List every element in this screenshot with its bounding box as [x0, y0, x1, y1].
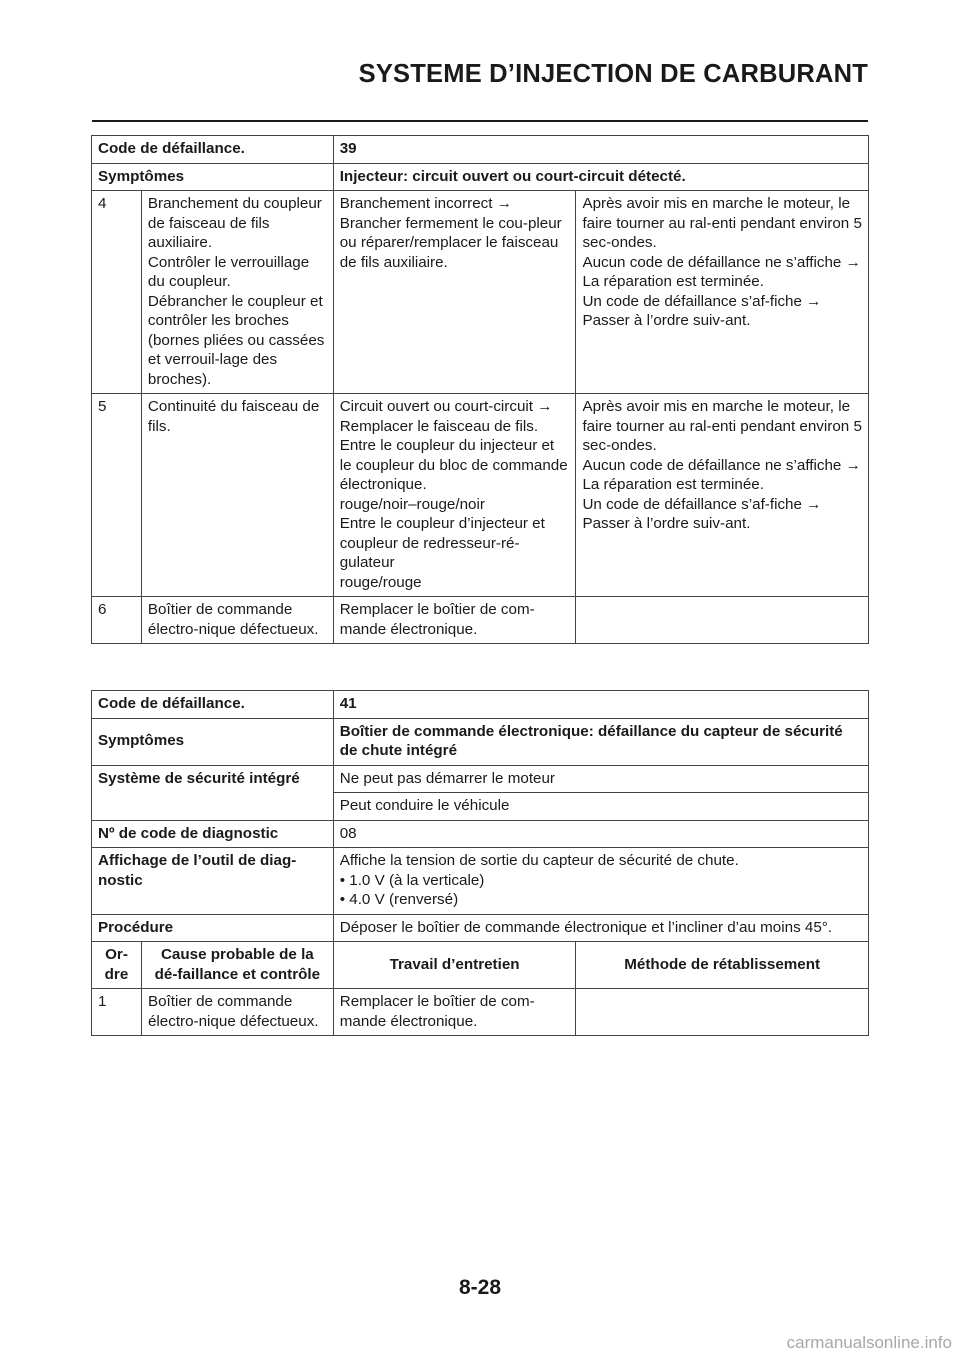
symptoms-value: Boîtier de commande électronique: défaillance du capteur de sécurité de chute intégré: [333, 718, 868, 765]
safety-row: [92, 765, 869, 793]
tool-display-value: Affiche la tension de sortie du capteur de sécurité de chute. • 1.0 V (à la verticale) • 4.0 V (renversé): [333, 848, 868, 915]
diag-code-value: 08: [333, 820, 868, 848]
table-row: [92, 394, 869, 597]
cause-cell: Continuité du faisceau de fils.: [141, 394, 333, 597]
procedure-label: Procédure: [92, 914, 334, 942]
order-cell: 5: [92, 394, 142, 597]
procedure-row: [92, 914, 869, 942]
code-value: 39: [333, 136, 868, 164]
table-row: [92, 597, 869, 644]
code-row: [92, 136, 869, 164]
procedure-value: Déposer le boîtier de commande électronique et l’incliner d’au moins 45°.: [333, 914, 868, 942]
method-cell: [576, 597, 869, 644]
col-header-cause: Cause probable de la dé-faillance et contrôle: [141, 942, 333, 989]
work-cell: Remplacer le boîtier de com-mande électronique.: [333, 597, 576, 644]
col-header-order: Or-dre: [92, 942, 142, 989]
method-cell: [576, 989, 869, 1036]
symptoms-row: [92, 718, 869, 765]
symptoms-row: [92, 163, 869, 191]
cause-cell: Boîtier de commande électro-nique défectueux.: [141, 597, 333, 644]
tool-display-label: Affichage de l’outil de diag-nostic: [92, 848, 334, 915]
symptoms-label: Symptômes: [92, 163, 334, 191]
cause-cell: Branchement du coupleur de faisceau de fils auxiliaire. Contrôler le verrouillage du coupleur. Débrancher le coupleur et contrôler les broches (bornes pliées ou cassées et verrouil-lage des broches).: [141, 191, 333, 394]
work-cell: Remplacer le boîtier de com-mande électronique.: [333, 989, 576, 1036]
safety-label: Système de sécurité intégré: [92, 765, 334, 820]
tool-display-row: [92, 848, 869, 915]
symptoms-label: Symptômes: [92, 718, 334, 765]
diag-code-row: [92, 820, 869, 848]
safety-value: Ne peut pas démarrer le moteur: [333, 765, 868, 793]
table-row: [92, 191, 869, 394]
column-header-row: [92, 942, 869, 989]
watermark: carmanualsonline.info: [786, 1333, 952, 1352]
header-divider: [92, 120, 868, 122]
code-row: [92, 691, 869, 719]
work-cell: Circuit ouvert ou court-circuit → Remplacer le faisceau de fils. Entre le coupleur du injecteur et le coupleur du bloc de commande électronique. rouge/noir–rouge/noir Entre le coupleur d’injecteur et coupleur de redresseur-ré-gulateur rouge/rouge: [333, 394, 576, 597]
method-cell: Après avoir mis en marche le moteur, le faire tourner au ral-enti pendant environ 5 sec-ondes. Aucun code de défaillance ne s’affiche → La réparation est terminée. Un code de défaillance s’af-fiche → Passer à l’ordre suiv-ant.: [576, 394, 869, 597]
code-value: 41: [333, 691, 868, 719]
method-cell: Après avoir mis en marche le moteur, le faire tourner au ral-enti pendant environ 5 sec-ondes. Aucun code de défaillance ne s’affiche → La réparation est terminée. Un code de défaillance s’af-fiche → Passer à l’ordre suiv-ant.: [576, 191, 869, 394]
col-header-method: Méthode de rétablissement: [576, 942, 869, 989]
order-cell: 6: [92, 597, 142, 644]
cause-cell: Boîtier de commande électro-nique défectueux.: [141, 989, 333, 1036]
safety-value: Peut conduire le véhicule: [333, 793, 868, 821]
table-row: [92, 989, 869, 1036]
code-label: Code de défaillance.: [92, 691, 334, 719]
col-header-work: Travail d’entretien: [333, 942, 576, 989]
diag-code-label: Nº de code de diagnostic: [92, 820, 334, 848]
work-cell: Branchement incorrect → Brancher fermement le cou-pleur ou réparer/remplacer le faisceau de fils auxiliaire.: [333, 191, 576, 394]
order-cell: 4: [92, 191, 142, 394]
fault-table-41: [91, 690, 869, 1036]
page-number: 8-28: [458, 1276, 502, 1299]
code-label: Code de défaillance.: [92, 136, 334, 164]
fault-table-39: [91, 135, 869, 644]
order-cell: 1: [92, 989, 142, 1036]
page-header-title: SYSTEME D’INJECTION DE CARBURANT: [358, 60, 868, 88]
symptoms-value: Injecteur: circuit ouvert ou court-circuit détecté.: [333, 163, 868, 191]
